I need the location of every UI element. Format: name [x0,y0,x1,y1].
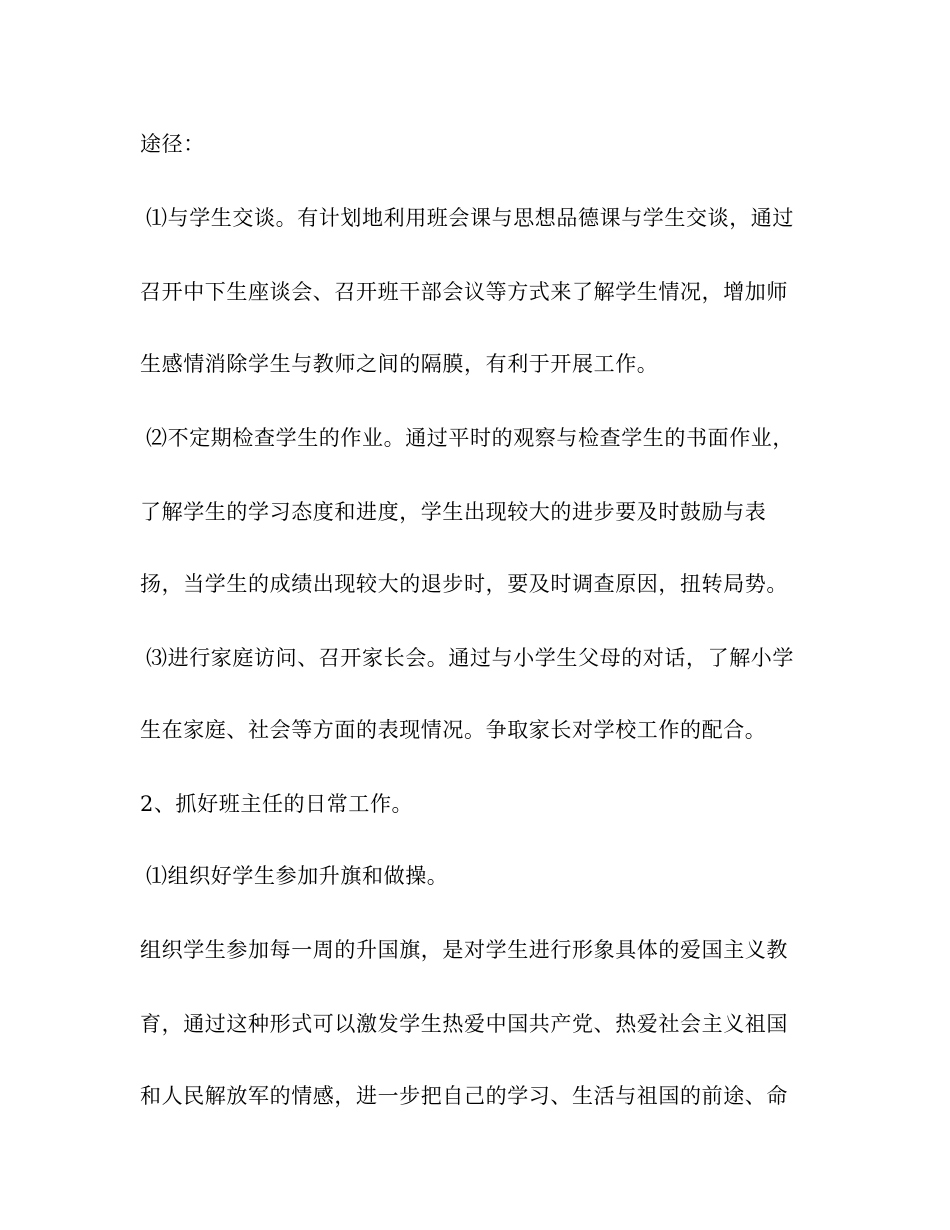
text-line: 和人民解放军的情感，进一步把自己的学习、生活与祖国的前途、命 [140,1084,788,1108]
text-line: 扬，当学生的成绩出现较大的退步时，要及时调查原因，扭转局势。 [140,572,788,596]
text-line: 途径： [140,132,205,156]
text-line: ⑴与学生交谈。有计划地利用班会课与思想品德课与学生交谈，通过 [146,206,794,230]
text-line: 了解学生的学习态度和进度，学生出现较大的进步要及时鼓励与表 [140,500,767,524]
text-line: ⑴组织好学生参加升旗和做操。 [146,864,449,888]
text-line: ⑵不定期检查学生的作业。通过平时的观察与检查学生的书面作业， [146,426,794,450]
text-line: 召开中下生座谈会、召开班干部会议等方式来了解学生情况，增加师 [140,280,788,304]
text-line: 育，通过这种形式可以激发学生热爱中国共产党、热爱社会主义祖国 [140,1012,788,1036]
text-line: 生感情消除学生与教师之间的隔膜，有利于开展工作。 [140,352,659,376]
text-line: 生在家庭、社会等方面的表现情况。争取家长对学校工作的配合。 [140,718,767,742]
text-line: 组织学生参加每一周的升国旗，是对学生进行形象具体的爱国主义教 [140,938,788,962]
text-line: ⑶进行家庭访问、召开家长会。通过与小学生父母的对话，了解小学 [146,646,794,670]
section-heading: 2、抓好班主任的日常工作。 [140,792,414,816]
